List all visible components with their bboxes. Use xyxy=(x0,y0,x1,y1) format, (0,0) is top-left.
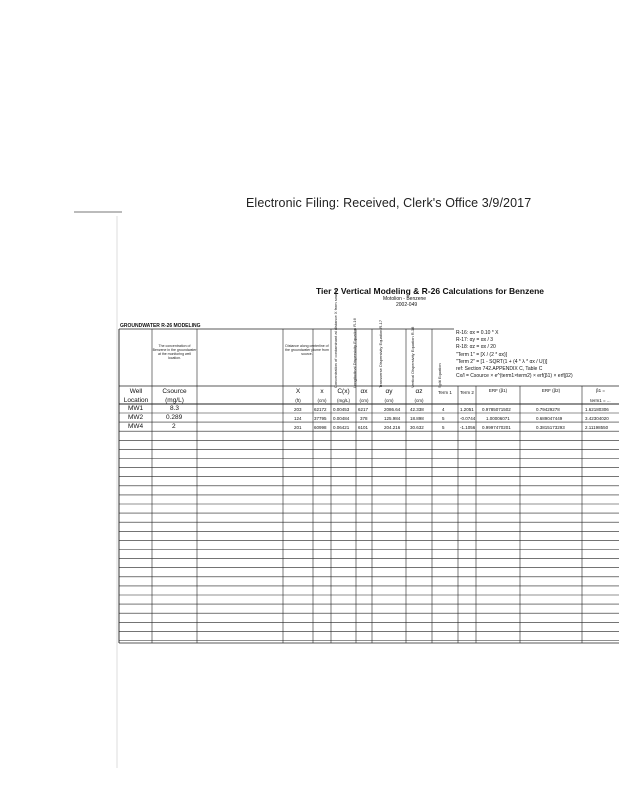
cell-term1: 5 xyxy=(442,425,445,430)
cell-xcm: 60998 xyxy=(314,425,327,430)
cell-beta1: 2.11198550 xyxy=(585,425,609,430)
cell-well: MW2 xyxy=(128,414,144,421)
header-well: Well xyxy=(129,388,143,395)
ay-rotated-header: Transverse Dispersivity Equation R-17 xyxy=(378,319,383,388)
cell-cx: 0.00453 xyxy=(333,407,350,412)
equation-line: R-16: αx = 0.10 * X xyxy=(456,330,499,336)
document-title: Tier 2 Vertical Modeling & R-26 Calculations for Benzene xyxy=(316,286,544,296)
scanned-spreadsheet xyxy=(118,216,619,768)
ax-rotated-header: Longitudinal Dispersivity Equation R-16 xyxy=(352,318,357,388)
cell-erf-b1: 0.9785071502 xyxy=(482,407,511,412)
cell-xcm: 62172 xyxy=(314,407,327,412)
cell-xcm: 37795 xyxy=(314,416,327,421)
header-ax: αx xyxy=(360,388,368,395)
header-erf-b1: ERF (β1) xyxy=(488,388,508,393)
header-ay: αy xyxy=(385,388,393,395)
concentration-description: The concentration of Benzene in the groundwater at the monitoring well location. xyxy=(152,344,197,360)
document-subtitle: Motolion - Benzene xyxy=(383,296,427,302)
header-az-unit: (cm) xyxy=(414,398,424,403)
split-rotated-header: Split Equation xyxy=(437,363,442,388)
header-cx-unit: (mg/L) xyxy=(336,398,350,403)
header-erf-b2: ERF (β2) xyxy=(541,388,561,393)
header-x-unit: (ft) xyxy=(295,398,301,403)
header-beta1: β1 = xyxy=(596,388,605,393)
cell-beta1: 3.42304020 xyxy=(585,416,609,421)
equation-line: R-17: αy = αx / 3 xyxy=(456,337,494,344)
cell-well: MW4 xyxy=(128,423,144,430)
equations-block xyxy=(456,330,573,380)
cell-ay: 204.216 xyxy=(384,425,401,430)
cell-erf-b1: 1.00006071 xyxy=(486,416,510,421)
cell-term1: 5 xyxy=(442,416,445,421)
equation-line: ref: Section 742.APPENDIX C, Table C xyxy=(456,366,543,373)
cell-erf-b2: 0.689047449 xyxy=(536,416,563,421)
cell-term2: 1.2051 xyxy=(460,407,474,412)
cell-well: MW1 xyxy=(128,405,144,412)
cell-ax: 6217 xyxy=(358,407,369,412)
cell-erf-b1: 0.9997470201 xyxy=(482,425,511,430)
cell-az: 42.338 xyxy=(410,407,424,412)
equation-line: Cx/l = Csource × e^(term1×term2) × erf(β1) × erf(β2) xyxy=(456,373,573,380)
cell-cx: 0.00484 xyxy=(333,416,350,421)
header-term1: Term 1 xyxy=(438,390,452,395)
cell-x: 201 xyxy=(294,425,302,430)
header-beta1-sub: term1 = ... xyxy=(590,398,611,403)
section-heading: GROUNDWATER R-26 MODELING xyxy=(120,323,201,329)
header-az: αz xyxy=(415,388,423,395)
header-ax-unit: (cm) xyxy=(359,398,369,403)
cell-ax: 378 xyxy=(360,416,368,421)
cell-csource: 0.289 xyxy=(166,414,183,421)
header-term2: Term 2 xyxy=(460,390,474,395)
cx-rotated-header: Concentration of contaminant at distance X from source xyxy=(333,289,338,388)
distance-description: Distance along centerline of the groundwater plume from source. xyxy=(285,344,329,356)
scan-smudge xyxy=(74,211,122,213)
cell-term1: 4 xyxy=(442,407,445,412)
cell-beta1: 1.62180306 xyxy=(585,407,609,412)
cell-az: 18.898 xyxy=(410,416,424,421)
cell-erf-b2: 0.79429278 xyxy=(536,407,560,412)
header-csource-unit: (mg/L) xyxy=(165,397,184,404)
header-csource: Csource xyxy=(162,388,187,395)
cell-term2: -0.0744 xyxy=(460,416,476,421)
cell-erf-b2: 0.3815173293 xyxy=(536,425,565,430)
az-rotated-header: Vertical Dispersivity Equation R-18 xyxy=(410,326,415,388)
cell-az: 30.632 xyxy=(410,425,424,430)
cell-ay: 125.984 xyxy=(384,416,401,421)
header-x-cm: x xyxy=(320,388,324,395)
cell-ay: 2086.64 xyxy=(384,407,401,412)
cell-ax: 6101 xyxy=(358,425,369,430)
cell-x: 124 xyxy=(294,416,302,421)
equation-line: "Term 1" = [X / (2 * αx)] xyxy=(456,351,508,358)
header-x: X xyxy=(295,388,301,395)
cell-x: 203 xyxy=(294,407,302,412)
electronic-filing-stamp: Electronic Filing: Received, Clerk's Office 3/9/2017 xyxy=(246,196,532,210)
header-location: Location xyxy=(123,397,149,404)
cell-csource: 8.3 xyxy=(170,405,180,412)
equation-line: R-18: αz = αx / 20 xyxy=(456,344,496,351)
header-ay-unit: (cm) xyxy=(384,398,394,403)
header-cx: C(x) xyxy=(337,388,350,395)
cell-cx: 0.06421 xyxy=(333,425,350,430)
equation-line: "Term 2" = [1 - SQRT(1 + (4 * λ * αx / U))] xyxy=(456,358,548,365)
cell-csource: 2 xyxy=(172,423,176,430)
cell-term2: -1.1056 xyxy=(460,425,476,430)
header-x-cm-unit: (cm) xyxy=(317,398,327,403)
document-code: 2002-049 xyxy=(396,302,418,308)
